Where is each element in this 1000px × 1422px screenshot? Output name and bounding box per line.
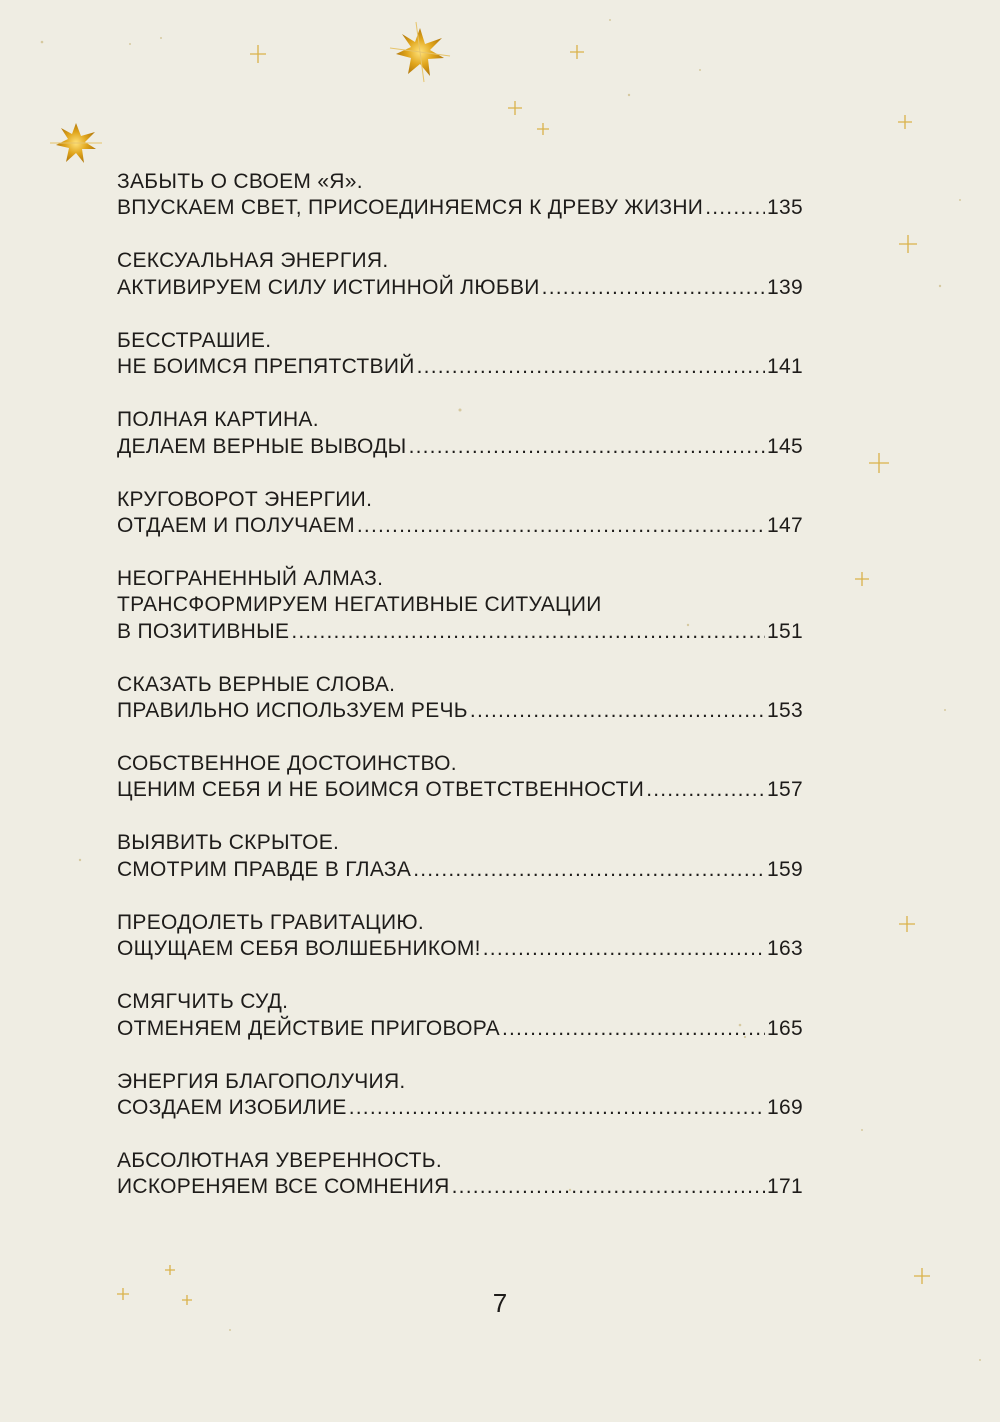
toc-page-number: 135 <box>767 196 803 220</box>
toc-entry-subtitle: ОТМЕНЯЕМ ДЕЙСТВИЕ ПРИГОВОРА ..... 165 <box>117 1016 803 1042</box>
toc-entry <box>117 751 803 804</box>
toc-page-number: 139 <box>767 275 803 299</box>
toc-page-number: 159 <box>767 857 803 881</box>
dot-leader <box>483 936 765 962</box>
toc-entry-subtitle: ТРАНСФОРМИРУЕМ НЕГАТИВНЫЕ СИТУАЦИИ <box>117 593 602 617</box>
toc-page-number: 141 <box>767 355 803 379</box>
toc-entry-subtitle: ПРАВИЛЬНО ИСПОЛЬЗУЕМ РЕЧЬ ..... 153 <box>117 698 803 724</box>
toc-entry-subtitle: СОЗДАЕМ ИЗОБИЛИЕ ..... 169 <box>117 1095 803 1121</box>
toc-entry-title: СКАЗАТЬ ВЕРНЫЕ СЛОВА. <box>117 672 396 696</box>
toc-entry-subtitle: ОЩУЩАЕМ СЕБЯ ВОЛШЕБНИКОМ! ..... 163 <box>117 936 803 962</box>
toc-page-number: 147 <box>767 513 803 537</box>
toc-entry-title: ВЫЯВИТЬ СКРЫТОЕ. <box>117 831 340 855</box>
toc-entry-subtitle: ОТДАЕМ И ПОЛУЧАЕМ ..... 147 <box>117 513 803 539</box>
toc-page-number: 151 <box>767 619 803 643</box>
dot-leader <box>470 698 765 724</box>
toc-entry-subtitle: СМОТРИМ ПРАВДЕ В ГЛАЗА ..... 159 <box>117 857 803 883</box>
toc-entry <box>117 407 803 460</box>
toc-page-number: 169 <box>767 1095 803 1119</box>
page-number: 7 <box>492 1288 508 1318</box>
toc-page-number: 171 <box>767 1175 803 1199</box>
toc-entry <box>117 1148 803 1201</box>
toc-entry-title: НЕОГРАНЕННЫЙ АЛМАЗ. <box>117 566 384 590</box>
toc-entry <box>117 830 803 883</box>
toc-entry-title: ЗАБЫТЬ О СВОЕМ «Я». <box>117 170 363 193</box>
dot-leader <box>646 777 765 803</box>
toc-entry <box>117 248 803 301</box>
toc-entry-title: КРУГОВОРОТ ЭНЕРГИИ. <box>117 487 373 511</box>
toc-page-number: 165 <box>767 1016 803 1040</box>
toc-entry-subtitle: ЦЕНИМ СЕБЯ И НЕ БОИМСЯ ОТВЕТСТВЕННОСТИ ..... 157 <box>117 777 803 803</box>
dot-leader <box>291 619 765 645</box>
toc-page-number: 163 <box>767 937 803 961</box>
table-of-contents <box>117 169 803 1201</box>
toc-entry-subtitle: ИСКОРЕНЯЕМ ВСЕ СОМНЕНИЯ ..... 171 <box>117 1174 803 1200</box>
toc-entry-title: СЕКСУАЛЬНАЯ ЭНЕРГИЯ. <box>117 249 389 273</box>
toc-entry <box>117 989 803 1042</box>
gold-star-icon <box>390 22 450 82</box>
dot-leader <box>409 434 765 460</box>
toc-entry-subtitle: АКТИВИРУЕМ СИЛУ ИСТИННОЙ ЛЮБВИ ..... 139 <box>117 275 803 301</box>
toc-entry-subtitle: ДЕЛАЕМ ВЕРНЫЕ ВЫВОДЫ ..... 145 <box>117 434 803 460</box>
toc-entry-subtitle: ВПУСКАЕМ СВЕТ, ПРИСОЕДИНЯЕМСЯ К ДРЕВУ ЖИЗНИ ..... 135 <box>117 195 803 221</box>
toc-entry-title: СОБСТВЕННОЕ ДОСТОИНСТВО. <box>117 752 457 776</box>
toc-entry-title: ПОЛНАЯ КАРТИНА. <box>117 408 319 432</box>
toc-entry <box>117 328 803 381</box>
toc-page-number: 157 <box>767 778 803 802</box>
toc-entry-title: БЕССТРАШИЕ. <box>117 328 272 352</box>
toc-entry-title: АБСОЛЮТНАЯ УВЕРЕННОСТЬ. <box>117 1148 443 1172</box>
toc-page-number: 153 <box>767 699 803 723</box>
dot-leader <box>349 1095 765 1121</box>
toc-entry <box>117 566 803 645</box>
toc-entry <box>117 910 803 963</box>
dot-leader <box>357 513 765 539</box>
toc-entry-title: ПРЕОДОЛЕТЬ ГРАВИТАЦИЮ. <box>117 910 425 934</box>
dot-leader <box>542 275 765 301</box>
dot-leader <box>413 857 765 883</box>
toc-entry <box>117 672 803 725</box>
gold-star-icon <box>50 123 102 163</box>
toc-entry-title: СМЯГЧИТЬ СУД. <box>117 990 289 1014</box>
toc-entry-subtitle: НЕ БОИМСЯ ПРЕПЯТСТВИЙ ..... 141 <box>117 354 803 380</box>
dot-leader <box>417 354 765 380</box>
dot-leader <box>502 1016 765 1042</box>
dot-leader <box>452 1174 765 1200</box>
toc-entry <box>117 169 803 222</box>
toc-entry-title: ЭНЕРГИЯ БЛАГОПОЛУЧИЯ. <box>117 1069 406 1093</box>
toc-page-number: 145 <box>767 434 803 458</box>
toc-entry <box>117 487 803 540</box>
dot-leader <box>705 195 765 221</box>
toc-entry-subtitle: В ПОЗИТИВНЫЕ ..... 151 <box>117 619 803 645</box>
toc-entry <box>117 1069 803 1122</box>
